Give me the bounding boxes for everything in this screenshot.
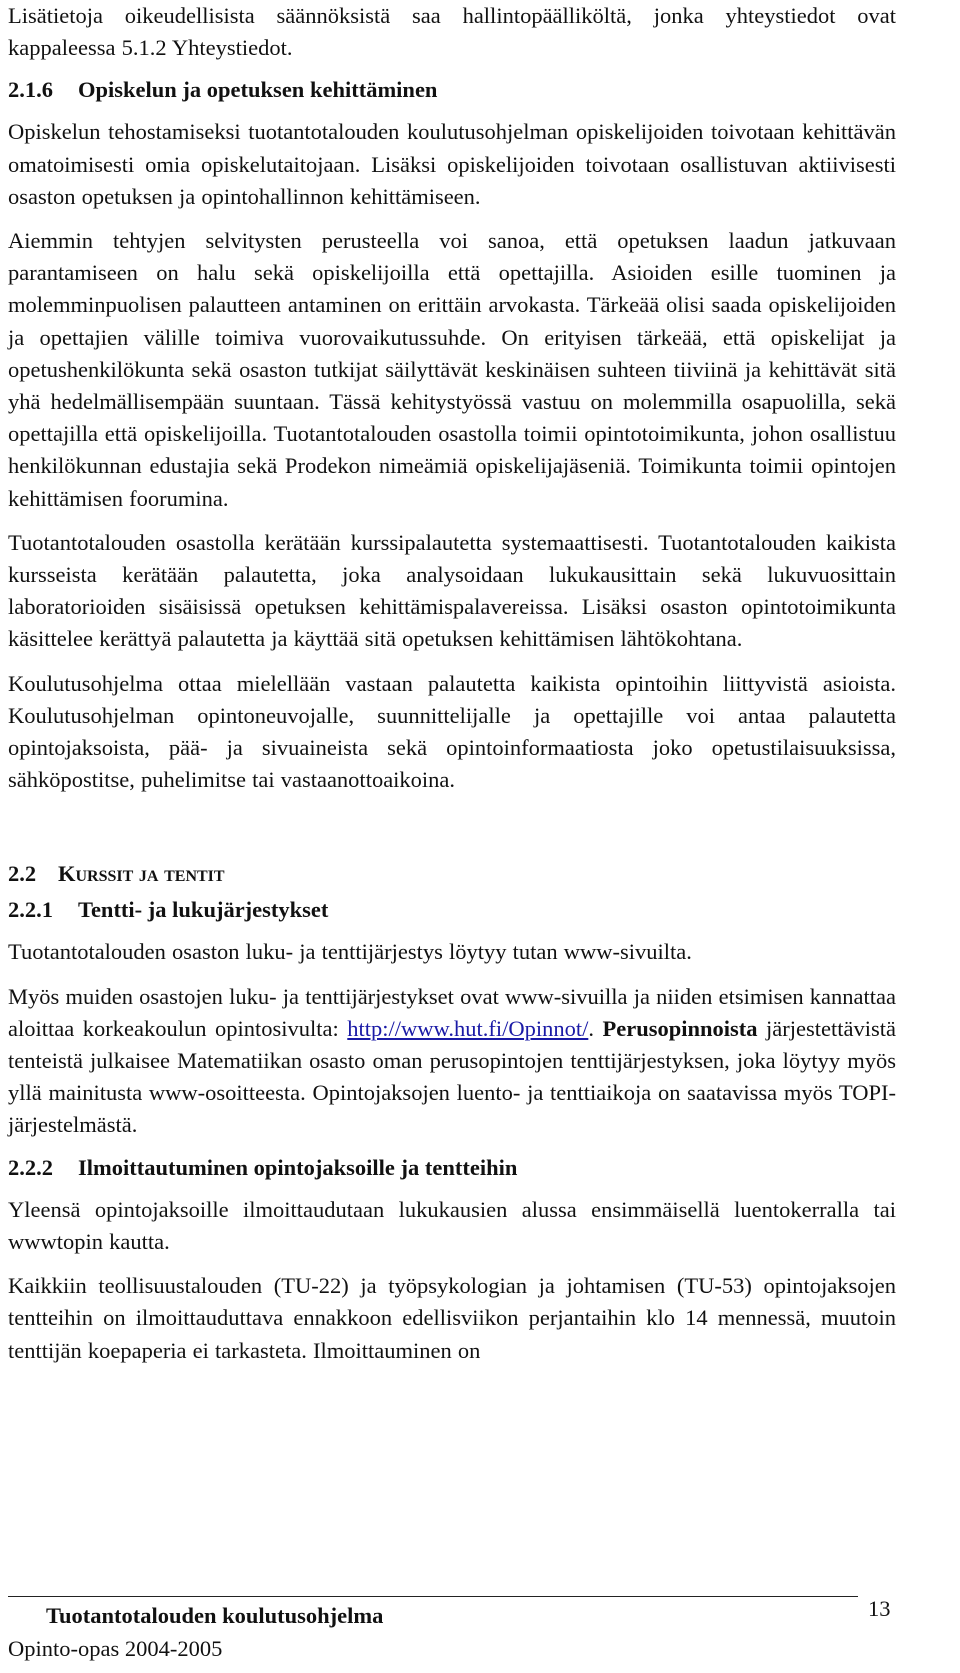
text: järjestettävistä tenteistä julkaisee Matematiikan osasto oman perusopintojen tenttijärjestyksen, joka löytyy myös yllä mainitusta www-osoitteesta. Opintojaksojen luento- ja tenttiaikoja on saatavissa myös TOPI-järjestelmästä. [8,1015,896,1138]
paragraph-course-feedback: Tuotantotalouden osastolla kerätään kurssipalautetta systemaattisesti. Tuotantotalouden kaikista kursseista kerätään palautetta, joka analysoidaan lukukausittain sekä lukuvuosittain laboratorioiden sisäisissä opetuksen kehittämispalavereissa. Lisäksi osaston opintotoimikunta käsittelee kerättyä palautetta ja käyttää sitä opetuksen kehittämisen lähtökohtana. [8,529,896,652]
heading-text: Opiskelun ja opetuksen kehittäminen [78,77,438,103]
paragraph-feedback-channels: Koulutusohjelma ottaa mielellään vastaan palautetta kaikista opintoihin liittyvistä asioista. Koulutusohjelman opintoneuvojalle, suunnittelijalle ja opettajille voi antaa palautetta opintojaksoista, pää- ja sivuaineista sekä opintoinformaatiosta joko opetustilaisuuksissa, sähköpostitse, puhelimitse tai vastaanottoaikoina. [8,670,896,793]
heading-2-2-2 [8,1152,896,1184]
footer-divider [8,1596,858,1597]
heading-number: 2.2.2 [8,1154,53,1180]
paragraph-study-development: Opiskelun tehostamiseksi tuotantotalouden koulutusohjelman opiskelijoiden toivotaan kehittävän omatoimisesti omia opiskelutaitojaan. Lisäksi opiskelijoiden toivotaan osallistuvan aktiivisesti osaston opetuksen ja opintohallinnon kehittämiseen. [8,119,896,209]
heading-number: 2.1.6 [8,77,53,103]
bold-term: Perusopinnoista [602,1015,758,1041]
text: . [588,1015,594,1041]
paragraph-schedule-location: Tuotantotalouden osaston luku- ja tenttijärjestys löytyy tutan www-sivuilta. [8,939,692,965]
heading-text: Ilmoittautuminen opintojaksoille ja tentteihin [78,1154,518,1180]
page-number: 13 [868,1596,891,1621]
text: Myös muiden osastojen luku- ja tenttijärjestykset ovat www-sivuilla ja niiden etsimisen kannattaa aloittaa korkeakoulun opintosivulta: [8,983,896,1041]
heading-2-2 [8,858,896,890]
footer-title: Tuotantotalouden koulutusohjelma [46,1603,384,1628]
heading-2-2-1 [8,894,896,926]
paragraph-exam-registration: Kaikkiin teollisuustalouden (TU-22) ja työpsykologian ja johtamisen (TU-53) opintojaksojen tentteihin on ilmoittauduttava ennakkoon edellisviikon perjantaihin klo 14 mennessä, muutoin tenttijän koepaperia ei tarkasteta. Ilmoittauminen on [8,1273,896,1363]
intro-paragraph: Lisätietoja oikeudellisista säännöksistä saa hallintopäälliköltä, jonka yhteystiedot ovat kappaleessa 5.1.2 Yhteystiedot. [8,3,896,61]
heading-number: 2.2.1 [8,897,53,923]
paragraph-registration: Yleensä opintojaksoille ilmoittaudutaan lukukausien alussa ensimmäisellä luentokerralla tai wwwtopin kautta. [8,1196,896,1254]
footer-subtitle: Opinto-opas 2004-2005 [8,1636,223,1661]
document-page [8,0,896,1367]
paragraph-feedback-value: Aiemmin tehtyjen selvitysten perusteella voi sanoa, että opetuksen laadun jatkuvaan parantamiseen on halu sekä opiskelijoilla että opettajilla. Asioiden esille tuominen ja molemminpuolisen palautteen antaminen on erittäin arvokasta. Tärkeää olisi saada opiskelijoiden ja opettajien välille toimiva vuorovaikutussuhde. On erityisen tärkeää, että opiskelijat ja opetushenkilökunta sekä osaston tutkijat säilyttävät keskinäisen suhteen tiiviinä ja kehittävät sitä yhä hedelmällisempään suuntaan. Tässä kehitystyössä vastuu on molemmilla osapuolilla, sekä opettajilla että opiskelijoilla. Tuotantotalouden osastolla toimii opintotoimikunta, johon osallistuu henkilökunnan edustajia sekä Prodekon nimeämiä opiskelijajäseniä. Toimikunta toimii opintojen kehittämisen foorumina. [8,228,896,511]
heading-text: Kurssit ja tentit [58,861,225,887]
heading-text: Tentti- ja lukujärjestykset [78,897,329,923]
heading-number: 2.2 [8,861,37,887]
heading-2-1-6 [8,74,896,106]
paragraph-other-schedules [8,981,896,1142]
opinnot-link[interactable]: http://www.hut.fi/Opinnot/ [347,1015,589,1041]
